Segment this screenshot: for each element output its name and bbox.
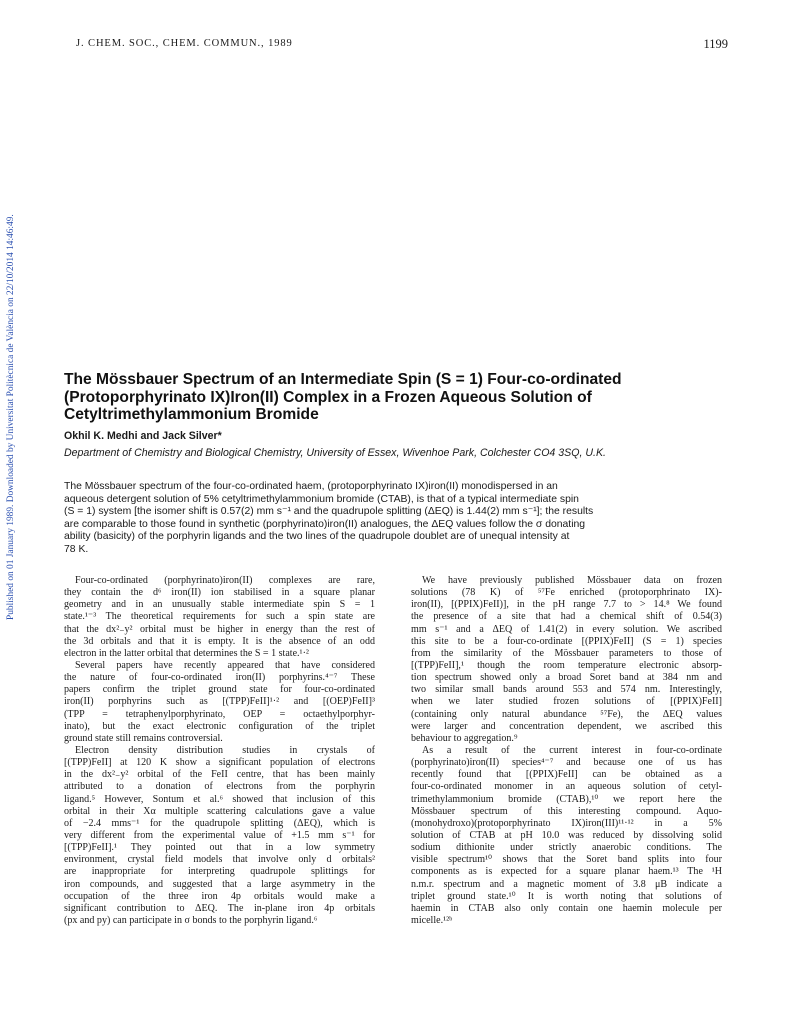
body-text-line: Electron density distribution studies in crystals of — [75, 744, 375, 756]
authors: Okhil K. Medhi and Jack Silver* — [64, 430, 222, 442]
abstract-line: aqueous detergent solution of 5% cetyltrimethylammonium bromide (CTAB), is that of a typical intermediate spin — [64, 493, 579, 505]
body-text-line: (px and py) can participate in σ bonds to the porphyrin ligand.⁶ — [64, 914, 318, 926]
body-text-line: Several papers have recently appeared that have considered — [75, 659, 375, 671]
body-text-line: geometry and in an unusually stable intermediate spin S = 1 — [64, 599, 375, 611]
body-text-line: they contain the d⁶ iron(II) ion stabilised in a square planar — [64, 587, 375, 599]
abstract-line: are comparable to those found in synthetic (porphyrinato)iron(II) analogues, the ΔEQ values follow the σ donating — [64, 518, 586, 530]
article-title: The Mössbauer Spectrum of an Intermediate Spin (S = 1) Four-co-ordinated (Protoporphyrinato IX)Iron(II) Complex in a Frozen Aqueous Solution of Cetyltrimethylammonium Bromide — [64, 371, 622, 423]
body-text-line: in the dx²₋y² orbital of the FeII centre, that has been mainly — [64, 769, 375, 781]
body-text-line: triplet ground state.¹⁰ It is worth noting that solutions of — [411, 890, 722, 902]
body-column-right — [411, 575, 722, 927]
body-text-line: As a result of the current interest in four-co-ordinate — [422, 744, 722, 756]
body-text-line: significant contribution to ΔEQ. The in-plane iron 4p orbitals — [64, 902, 375, 914]
body-text-line: the presence of a site that had a chemical shift of 0.54(3) — [411, 611, 722, 623]
body-text-line: [(TPP)FeII].¹ They pointed out that in a low symmetry — [64, 842, 375, 854]
body-text-line: state.¹⁻³ The theoretical requirements for such a spin state are — [64, 611, 375, 623]
body-text-line: Mössbauer spectrum of this interesting compound. Aquo- — [411, 805, 722, 817]
body-text-line: We have previously published Mössbauer data on frozen — [422, 575, 722, 586]
body-text-line: micelle.¹²ᵇ — [411, 914, 453, 926]
body-text-line: this site to be a four-co-ordinate [(PPIX)FeII] (S = 1) species — [411, 635, 722, 647]
body-text-line: occupation of the three iron 4p orbitals would make a — [64, 890, 375, 902]
body-text-line: n.m.r. spectrum and a magnetic moment of 3.8 μB indicate a — [411, 878, 722, 890]
body-text-line: behaviour to aggregation.⁹ — [411, 732, 518, 744]
download-watermark-text: Published on 01 January 1989. Downloaded by Universitat Politècnica de València on 22/10/2014 14:46:49. — [6, 214, 16, 620]
abstract-line: ability (basicity) of the porphyrin ligands and the two lines of the quadrupole doublet are of unequal intensity at — [64, 531, 570, 543]
body-text-line: sodium dithionite under strictly anaerobic conditions. The — [411, 842, 722, 854]
body-text-line: iron(II) porphyrins such as [(TPP)FeII]¹·² and [(OEP)FeII]³ — [64, 696, 375, 708]
body-text-line: four-co-ordinated monomer in an aqueous solution of cetyl- — [411, 781, 722, 793]
body-text-line: iron(II), [(PPIX)FeII)], in the pH range 7.7 to > 14.⁸ We found — [411, 599, 722, 611]
abstract-line: The Mössbauer spectrum of the four-co-ordinated haem, (protoporphyrinato IX)iron(II) monodispersed in an — [64, 481, 558, 492]
body-text-line: environment, crystal field models that involve only d orbitals² — [64, 854, 375, 866]
body-text-line: visible spectrum¹⁰ shows that the Soret band splits into four — [411, 854, 722, 866]
affiliation: Department of Chemistry and Biological Chemistry, University of Essex, Wivenhoe Park, Colchester CO4 3SQ, U.K. — [64, 447, 606, 459]
body-text-line: orbital in their Xα multiple scattering calculations gave a value — [64, 805, 375, 817]
abstract — [64, 481, 714, 557]
body-text-line: papers confirm the triplet ground state for four-co-ordinated — [64, 684, 375, 696]
abstract-line: 78 K. — [64, 543, 89, 555]
body-text-line: tion spectrum showed only a broad Soret band at 384 nm and — [411, 672, 722, 684]
body-text-line: attributed to a donation of electrons from the porphyrin — [64, 781, 375, 793]
body-text-line: the nature of four-co-ordinated iron(II) porphyrins.⁴⁻⁷ These — [64, 672, 375, 684]
page-number: 1199 — [703, 37, 728, 51]
body-text-line: trimethylammonium bromide (CTAB),¹⁰ we report here the — [411, 793, 722, 805]
body-text-line: (containing only natural abundance ⁵⁷Fe), the ΔEQ values — [411, 708, 722, 720]
body-text-line: Four-co-ordinated (porphyrinato)iron(II) complexes are rare, — [75, 575, 375, 586]
body-text-line: that the dx²₋y² orbital must be higher in energy than the rest of — [64, 623, 375, 635]
download-watermark — [6, 150, 16, 620]
body-text-line: were larger and concentration dependent, we ascribed this — [411, 720, 722, 732]
body-text-line: ground state still remains controversial. — [64, 732, 223, 744]
body-text-line: are inappropriate for interpreting quadrupole splittings for — [64, 866, 375, 878]
running-head: J. CHEM. SOC., CHEM. COMMUN., 1989 — [76, 38, 293, 49]
body-text-line: iron compounds, and suggested that a large asymmetry in the — [64, 878, 375, 890]
body-text-line: the 3d orbitals and that it is empty. It is the absence of an odd — [64, 635, 375, 647]
body-text-line: ligand.⁵ However, Sontum et al.⁶ showed that inclusion of this — [64, 793, 375, 805]
body-text-line: two similar small bands around 553 and 574 nm. Interestingly, — [411, 684, 722, 696]
body-text-line: (monohydroxo)(protoporphyrinato IX)iron(III)¹¹·¹² in a 5% — [411, 817, 722, 829]
body-text-line: [(TPP)FeII] at 120 K show a significant population of electrons — [64, 757, 375, 769]
body-column-left — [64, 575, 375, 927]
body-text-line: from the similarity of the Mössbauer parameters to those of — [411, 647, 722, 659]
body-text-line: inato), but the exact electronic configuration of the triplet — [64, 720, 375, 732]
body-text-line: components as is expected for a square planar haem.¹³ The ¹H — [411, 866, 722, 878]
body-text-line: when we later studied frozen solutions of [(PPIX)FeII] — [411, 696, 722, 708]
body-text-line: solutions (78 K) of ⁵⁷Fe enriched (protoporphrinato IX)- — [411, 587, 722, 599]
body-text-line: solution of CTAB at pH 10.0 was reduced by dissolving solid — [411, 829, 722, 841]
body-text-line: very different from the experimental value of +1.5 mm s⁻¹ for — [64, 829, 375, 841]
body-text-line: electron in the latter orbital that determines the S = 1 state.¹·² — [64, 647, 309, 659]
body-text-line: haemin in CTAB also only contain one haemin molecule per — [411, 902, 722, 914]
body-text-line: of −2.4 mms⁻¹ for the quadrupole splitting (ΔEQ), which is — [64, 817, 375, 829]
body-text-line: [(TPP)FeII],¹ though the room temperature electronic absorp- — [411, 659, 722, 671]
abstract-line: (S = 1) system [the isomer shift is 0.57(2) mm s⁻¹ and the quadrupole splitting (ΔEQ) is 1.44(2) mm s⁻¹]; the results — [64, 506, 594, 518]
body-text-line: (porphyrinato)iron(II) species⁴⁻⁷ and because one of us has — [411, 757, 722, 769]
body-text-line: (TPP = tetraphenylporphyrinato, OEP = octaethylporphyr- — [64, 708, 375, 720]
body-text-line: mm s⁻¹ and a ΔEQ of 1.41(2) in every solution. We ascribed — [411, 623, 722, 635]
body-text-line: recently found that [(PPIX)FeII] can be obtained as a — [411, 769, 722, 781]
